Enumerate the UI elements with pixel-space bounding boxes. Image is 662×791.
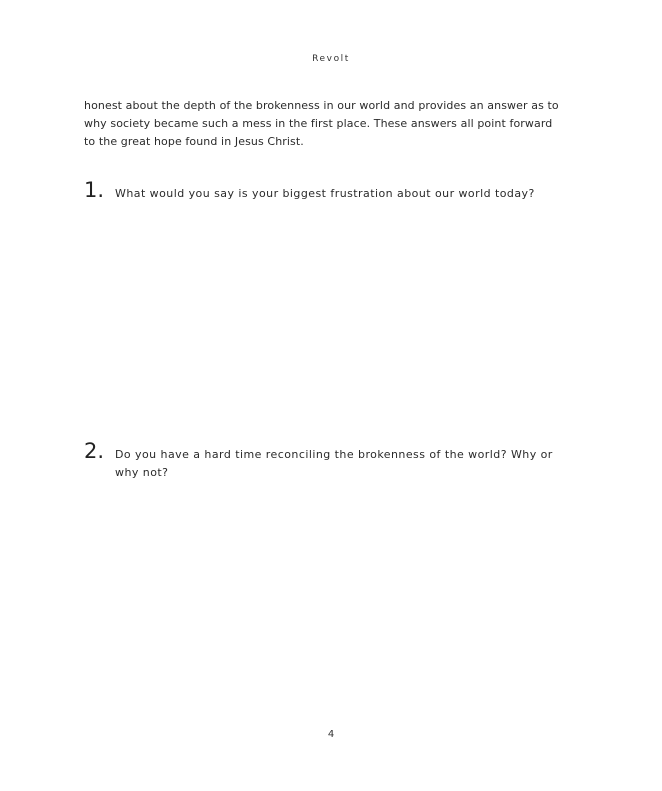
question-number: 2. [84, 439, 105, 463]
question-1 [84, 179, 564, 203]
question-2 [84, 440, 564, 482]
question-number: 1. [84, 178, 105, 202]
running-header: Revolt [312, 54, 350, 64]
question-text: What would you say is your biggest frustration about our world today? [115, 187, 535, 200]
intro-paragraph: honest about the depth of the brokenness in our world and provides an answer as to why society became such a mess in the first place. These answers all point forward to the great hope found in Jesus Christ. [84, 99, 559, 148]
question-text: Do you have a hard time reconciling the brokenness of the world? Why or why not? [115, 448, 553, 479]
page-number: 4 [327, 729, 335, 740]
